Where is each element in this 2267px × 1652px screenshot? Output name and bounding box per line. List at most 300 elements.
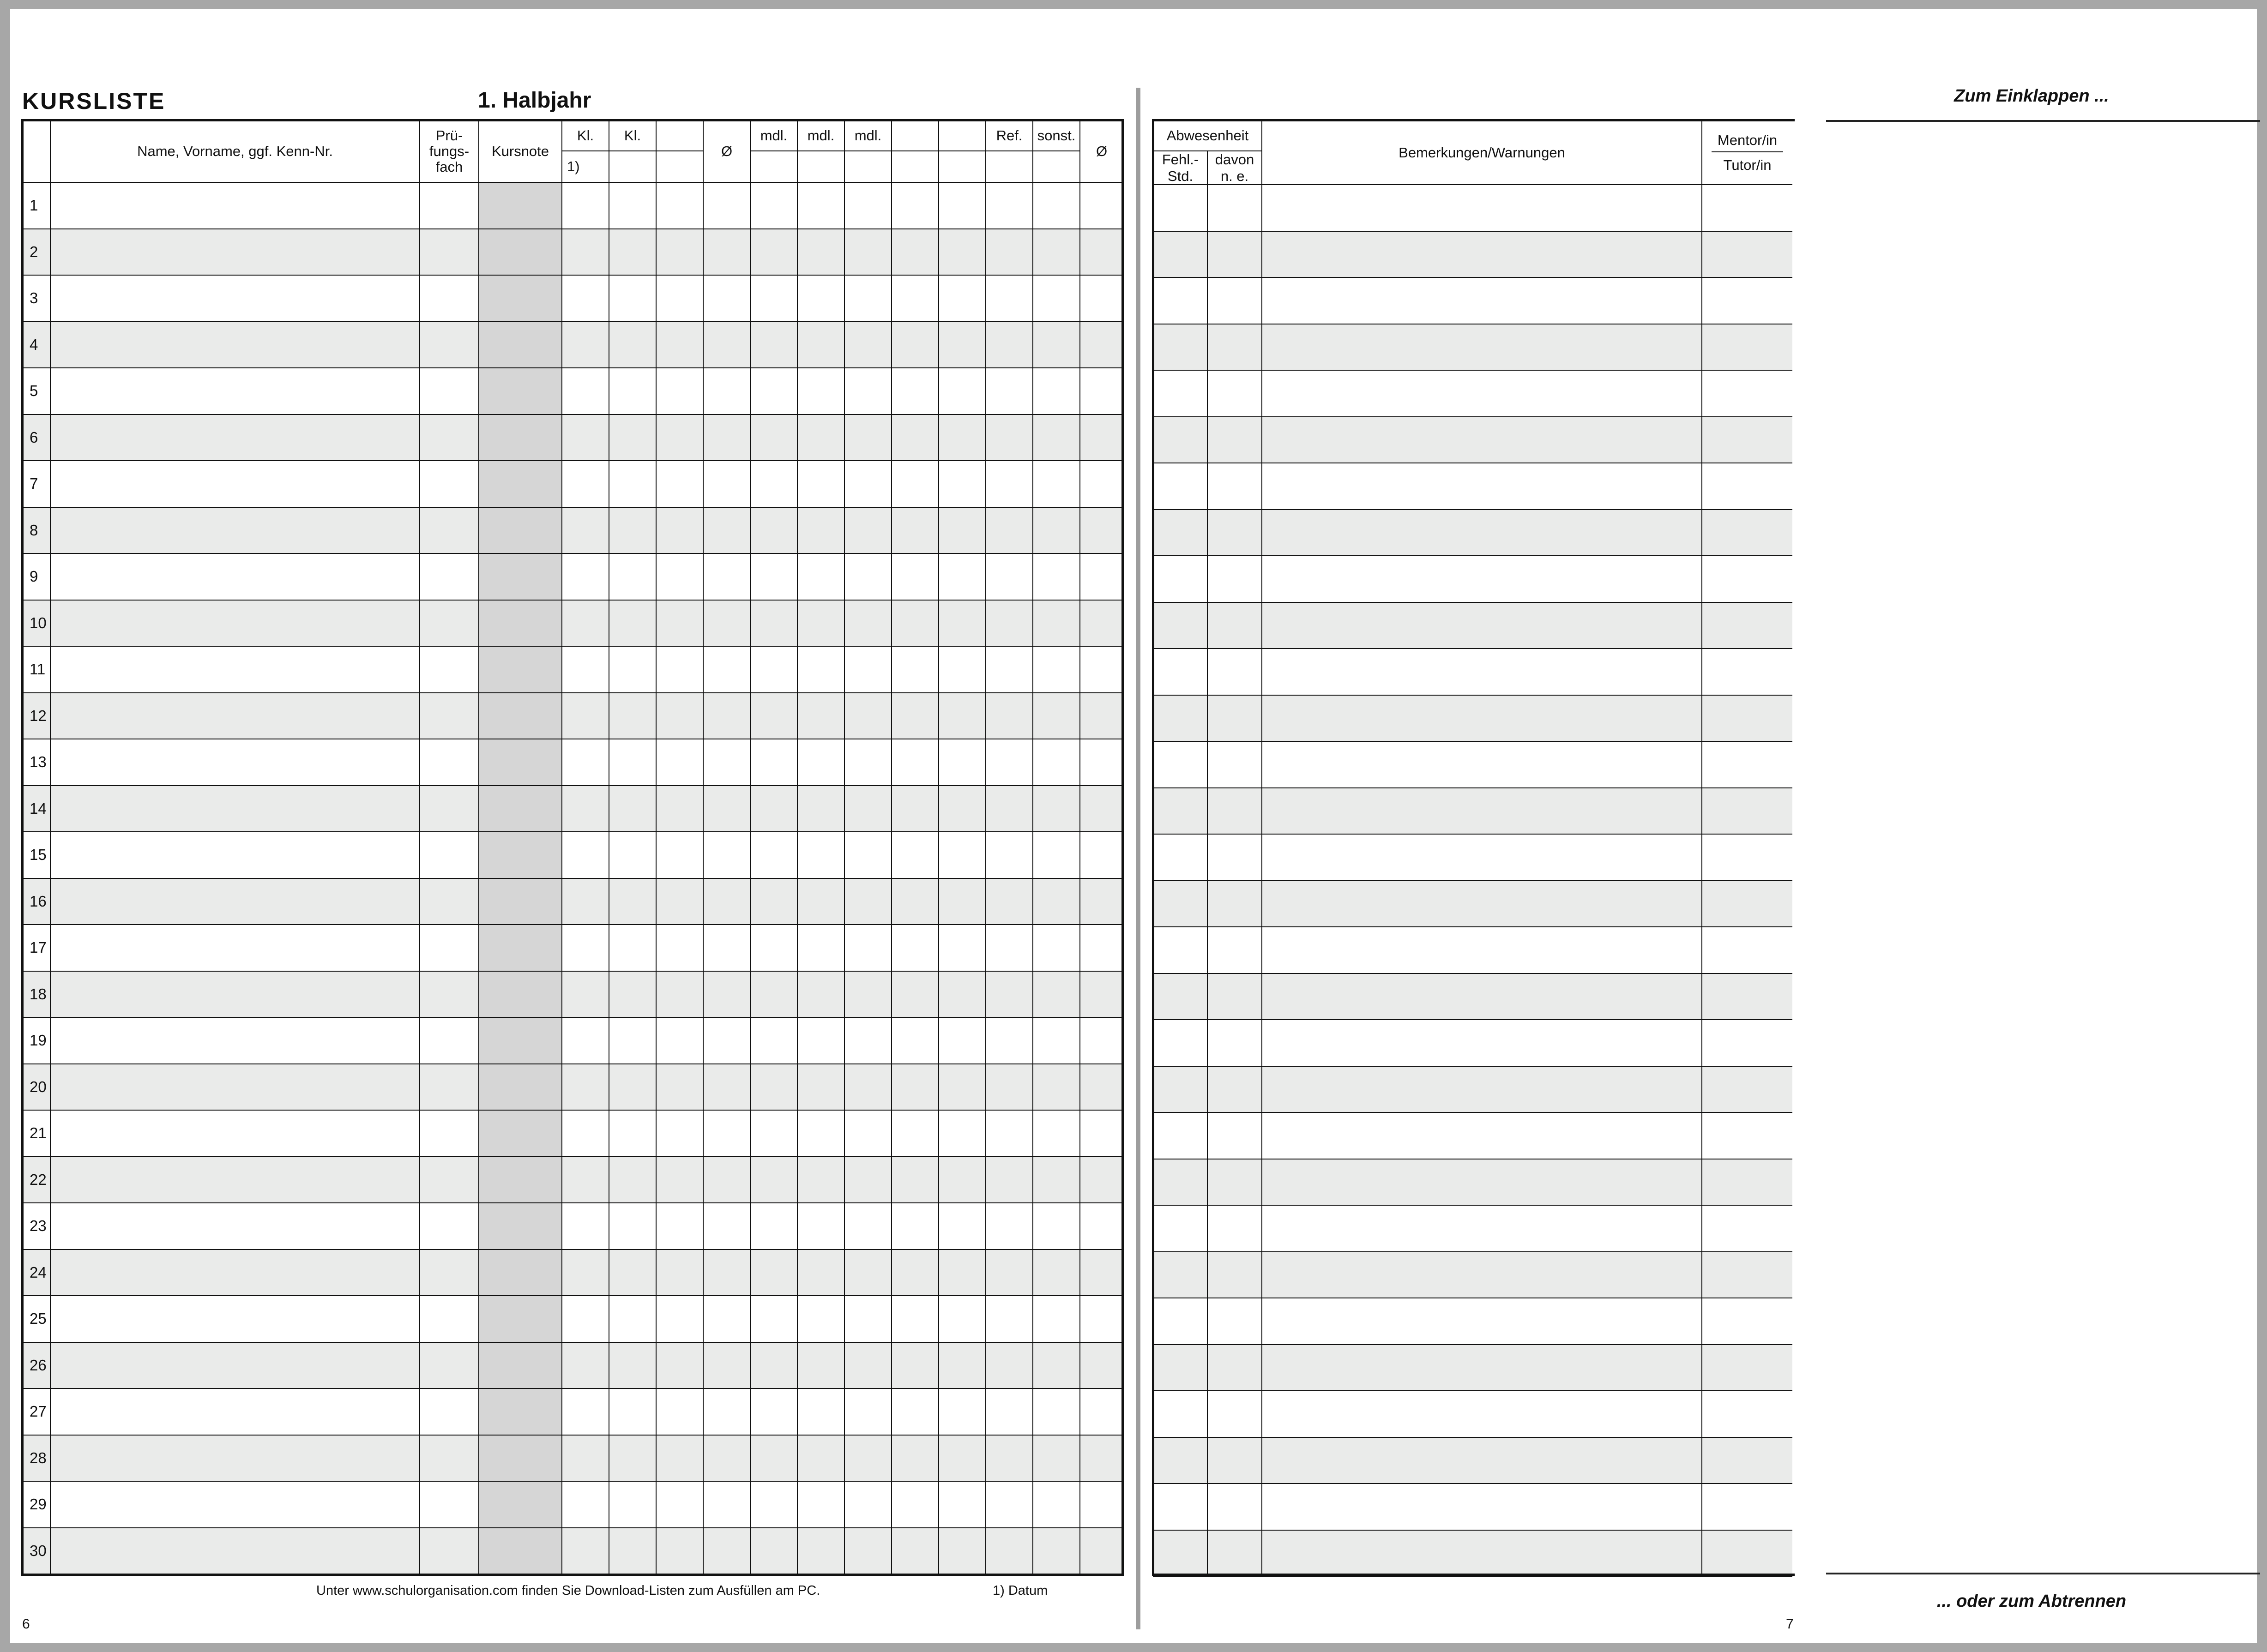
grade-cell[interactable]	[986, 786, 1033, 832]
fehlstunden-cell[interactable]	[1153, 1252, 1207, 1298]
grade-cell[interactable]	[986, 1157, 1033, 1203]
grade-cell[interactable]	[609, 646, 656, 693]
grade-cell[interactable]	[797, 275, 844, 322]
grade-cell[interactable]	[1080, 507, 1123, 554]
bemerkungen-cell[interactable]	[1262, 1345, 1702, 1391]
grade-cell[interactable]	[986, 275, 1033, 322]
grade-cell[interactable]	[703, 461, 750, 507]
grade-cell[interactable]	[892, 1203, 939, 1250]
grade-cell[interactable]	[797, 878, 844, 925]
grade-cell[interactable]	[420, 368, 479, 415]
grade-cell[interactable]	[986, 1110, 1033, 1157]
grade-cell[interactable]	[1080, 1017, 1123, 1064]
grade-cell[interactable]	[609, 1435, 656, 1482]
grade-cell[interactable]	[797, 739, 844, 786]
grade-cell[interactable]	[1080, 693, 1123, 739]
grade-cell[interactable]	[1080, 971, 1123, 1018]
grade-cell[interactable]	[656, 322, 703, 368]
grade-cell[interactable]	[892, 1064, 939, 1111]
kursnote-cell[interactable]	[479, 1157, 562, 1203]
grade-cell[interactable]	[844, 1017, 892, 1064]
grade-cell[interactable]	[892, 1388, 939, 1435]
kursnote-cell[interactable]	[479, 646, 562, 693]
grade-cell[interactable]	[609, 878, 656, 925]
grade-cell[interactable]	[892, 1250, 939, 1296]
grade-cell[interactable]	[750, 925, 797, 971]
grade-cell[interactable]	[844, 507, 892, 554]
name-cell[interactable]	[50, 1110, 420, 1157]
grade-cell[interactable]	[797, 1435, 844, 1482]
grade-cell[interactable]	[892, 1017, 939, 1064]
grade-cell[interactable]	[609, 415, 656, 461]
grade-cell[interactable]	[892, 786, 939, 832]
grade-cell[interactable]	[844, 832, 892, 878]
mentor-cell[interactable]	[1702, 1391, 1792, 1437]
grade-cell[interactable]	[656, 1250, 703, 1296]
fehlstunden-cell[interactable]	[1153, 417, 1207, 463]
grade-cell[interactable]	[562, 229, 609, 276]
grade-cell[interactable]	[986, 925, 1033, 971]
grade-cell[interactable]	[797, 1296, 844, 1342]
mentor-cell[interactable]	[1702, 370, 1792, 417]
grade-cell[interactable]	[797, 229, 844, 276]
davon-ne-cell[interactable]	[1207, 973, 1262, 1020]
grade-cell[interactable]	[703, 182, 750, 229]
grade-cell[interactable]	[797, 368, 844, 415]
grade-cell[interactable]	[986, 415, 1033, 461]
davon-ne-cell[interactable]	[1207, 1020, 1262, 1066]
grade-cell[interactable]	[892, 646, 939, 693]
bemerkungen-cell[interactable]	[1262, 1205, 1702, 1252]
name-cell[interactable]	[50, 182, 420, 229]
grade-cell[interactable]	[656, 1388, 703, 1435]
grade-cell[interactable]	[986, 1296, 1033, 1342]
grade-cell[interactable]	[656, 229, 703, 276]
grade-cell[interactable]	[1033, 1342, 1080, 1389]
davon-ne-cell[interactable]	[1207, 602, 1262, 649]
kursnote-cell[interactable]	[479, 507, 562, 554]
grade-cell[interactable]	[1080, 786, 1123, 832]
bemerkungen-cell[interactable]	[1262, 881, 1702, 927]
grade-cell[interactable]	[892, 925, 939, 971]
grade-cell[interactable]	[420, 415, 479, 461]
grade-cell[interactable]	[656, 600, 703, 647]
grade-cell[interactable]	[562, 1388, 609, 1435]
grade-cell[interactable]	[750, 415, 797, 461]
grade-cell[interactable]	[656, 878, 703, 925]
grade-cell[interactable]	[1033, 1017, 1080, 1064]
grade-cell[interactable]	[420, 1342, 479, 1389]
name-cell[interactable]	[50, 368, 420, 415]
grade-cell[interactable]	[1080, 229, 1123, 276]
fehlstunden-cell[interactable]	[1153, 324, 1207, 371]
grade-cell[interactable]	[703, 553, 750, 600]
grade-cell[interactable]	[562, 553, 609, 600]
grade-cell[interactable]	[844, 322, 892, 368]
grade-cell[interactable]	[703, 1250, 750, 1296]
grade-cell[interactable]	[797, 415, 844, 461]
grade-cell[interactable]	[844, 1481, 892, 1528]
grade-cell[interactable]	[609, 1157, 656, 1203]
grade-cell[interactable]	[703, 1064, 750, 1111]
grade-cell[interactable]	[562, 1110, 609, 1157]
grade-cell[interactable]	[562, 786, 609, 832]
grade-cell[interactable]	[892, 182, 939, 229]
grade-cell[interactable]	[797, 461, 844, 507]
davon-ne-cell[interactable]	[1207, 510, 1262, 556]
grade-cell[interactable]	[986, 1481, 1033, 1528]
grade-cell[interactable]	[703, 1388, 750, 1435]
grade-cell[interactable]	[844, 693, 892, 739]
fehlstunden-cell[interactable]	[1153, 1066, 1207, 1113]
davon-ne-cell[interactable]	[1207, 927, 1262, 973]
grade-cell[interactable]	[420, 507, 479, 554]
grade-cell[interactable]	[420, 971, 479, 1018]
grade-cell[interactable]	[703, 1435, 750, 1482]
name-cell[interactable]	[50, 786, 420, 832]
grade-cell[interactable]	[939, 971, 986, 1018]
name-cell[interactable]	[50, 322, 420, 368]
grade-cell[interactable]	[750, 646, 797, 693]
name-cell[interactable]	[50, 553, 420, 600]
grade-cell[interactable]	[986, 461, 1033, 507]
grade-cell[interactable]	[939, 368, 986, 415]
grade-cell[interactable]	[1033, 832, 1080, 878]
grade-cell[interactable]	[1080, 1435, 1123, 1482]
mentor-cell[interactable]	[1702, 881, 1792, 927]
bemerkungen-cell[interactable]	[1262, 1391, 1702, 1437]
grade-cell[interactable]	[986, 1203, 1033, 1250]
grade-cell[interactable]	[892, 971, 939, 1018]
grade-cell[interactable]	[1080, 1157, 1123, 1203]
kursnote-cell[interactable]	[479, 322, 562, 368]
davon-ne-cell[interactable]	[1207, 231, 1262, 278]
name-cell[interactable]	[50, 229, 420, 276]
grade-cell[interactable]	[939, 878, 986, 925]
grade-cell[interactable]	[703, 878, 750, 925]
fehlstunden-cell[interactable]	[1153, 1112, 1207, 1159]
grade-cell[interactable]	[750, 739, 797, 786]
grade-cell[interactable]	[1033, 229, 1080, 276]
grade-cell[interactable]	[986, 646, 1033, 693]
grade-cell[interactable]	[703, 229, 750, 276]
mentor-cell[interactable]	[1702, 695, 1792, 742]
grade-cell[interactable]	[939, 600, 986, 647]
mentor-cell[interactable]	[1702, 277, 1792, 324]
fehlstunden-cell[interactable]	[1153, 741, 1207, 788]
grade-cell[interactable]	[892, 461, 939, 507]
grade-cell[interactable]	[609, 786, 656, 832]
grade-cell[interactable]	[703, 786, 750, 832]
grade-cell[interactable]	[750, 786, 797, 832]
grade-cell[interactable]	[844, 553, 892, 600]
grade-cell[interactable]	[420, 693, 479, 739]
grade-cell[interactable]	[892, 878, 939, 925]
grade-cell[interactable]	[609, 553, 656, 600]
grade-cell[interactable]	[844, 182, 892, 229]
fehlstunden-cell[interactable]	[1153, 927, 1207, 973]
grade-cell[interactable]	[939, 832, 986, 878]
name-cell[interactable]	[50, 415, 420, 461]
grade-cell[interactable]	[703, 1296, 750, 1342]
grade-cell[interactable]	[1080, 646, 1123, 693]
grade-cell[interactable]	[750, 229, 797, 276]
grade-cell[interactable]	[892, 1528, 939, 1574]
grade-cell[interactable]	[892, 1342, 939, 1389]
grade-cell[interactable]	[420, 832, 479, 878]
bemerkungen-cell[interactable]	[1262, 1159, 1702, 1206]
grade-cell[interactable]	[986, 1388, 1033, 1435]
grade-cell[interactable]	[797, 1481, 844, 1528]
name-cell[interactable]	[50, 878, 420, 925]
grade-cell[interactable]	[844, 878, 892, 925]
grade-cell[interactable]	[797, 693, 844, 739]
grade-cell[interactable]	[562, 415, 609, 461]
name-cell[interactable]	[50, 600, 420, 647]
grade-cell[interactable]	[797, 1528, 844, 1574]
grade-cell[interactable]	[609, 461, 656, 507]
grade-cell[interactable]	[609, 1203, 656, 1250]
grade-cell[interactable]	[939, 1388, 986, 1435]
grade-cell[interactable]	[750, 1157, 797, 1203]
grade-cell[interactable]	[939, 1342, 986, 1389]
grade-cell[interactable]	[1033, 1064, 1080, 1111]
fehlstunden-cell[interactable]	[1153, 649, 1207, 695]
grade-cell[interactable]	[656, 1110, 703, 1157]
kursnote-cell[interactable]	[479, 925, 562, 971]
grade-cell[interactable]	[420, 1017, 479, 1064]
fehlstunden-cell[interactable]	[1153, 510, 1207, 556]
grade-cell[interactable]	[1033, 1250, 1080, 1296]
davon-ne-cell[interactable]	[1207, 1484, 1262, 1530]
mentor-cell[interactable]	[1702, 185, 1792, 231]
grade-cell[interactable]	[609, 322, 656, 368]
grade-cell[interactable]	[420, 322, 479, 368]
grade-cell[interactable]	[1033, 878, 1080, 925]
grade-cell[interactable]	[939, 461, 986, 507]
grade-cell[interactable]	[656, 1342, 703, 1389]
grade-cell[interactable]	[844, 1064, 892, 1111]
grade-cell[interactable]	[562, 322, 609, 368]
grade-cell[interactable]	[562, 971, 609, 1018]
grade-cell[interactable]	[703, 600, 750, 647]
grade-cell[interactable]	[986, 368, 1033, 415]
mentor-cell[interactable]	[1702, 1159, 1792, 1206]
name-cell[interactable]	[50, 1435, 420, 1482]
grade-cell[interactable]	[797, 507, 844, 554]
grade-cell[interactable]	[1080, 1250, 1123, 1296]
grade-cell[interactable]	[562, 739, 609, 786]
bemerkungen-cell[interactable]	[1262, 649, 1702, 695]
grade-cell[interactable]	[656, 1481, 703, 1528]
kursnote-cell[interactable]	[479, 553, 562, 600]
grade-cell[interactable]	[892, 415, 939, 461]
kursnote-cell[interactable]	[479, 1017, 562, 1064]
kursnote-cell[interactable]	[479, 693, 562, 739]
grade-cell[interactable]	[1080, 275, 1123, 322]
grade-cell[interactable]	[562, 182, 609, 229]
grade-cell[interactable]	[703, 971, 750, 1018]
grade-cell[interactable]	[797, 1203, 844, 1250]
grade-cell[interactable]	[1033, 1435, 1080, 1482]
grade-cell[interactable]	[844, 646, 892, 693]
grade-cell[interactable]	[562, 693, 609, 739]
grade-cell[interactable]	[939, 925, 986, 971]
grade-cell[interactable]	[1080, 1110, 1123, 1157]
grade-cell[interactable]	[892, 1157, 939, 1203]
grade-cell[interactable]	[797, 1157, 844, 1203]
grade-cell[interactable]	[609, 693, 656, 739]
grade-cell[interactable]	[609, 182, 656, 229]
fehlstunden-cell[interactable]	[1153, 1159, 1207, 1206]
grade-cell[interactable]	[420, 1203, 479, 1250]
grade-cell[interactable]	[562, 368, 609, 415]
grade-cell[interactable]	[420, 1250, 479, 1296]
name-cell[interactable]	[50, 1203, 420, 1250]
grade-cell[interactable]	[844, 971, 892, 1018]
davon-ne-cell[interactable]	[1207, 1437, 1262, 1484]
grade-cell[interactable]	[609, 832, 656, 878]
kursnote-cell[interactable]	[479, 182, 562, 229]
grade-cell[interactable]	[986, 182, 1033, 229]
name-cell[interactable]	[50, 832, 420, 878]
grade-cell[interactable]	[609, 1342, 656, 1389]
grade-cell[interactable]	[1033, 925, 1080, 971]
fehlstunden-cell[interactable]	[1153, 556, 1207, 602]
mentor-cell[interactable]	[1702, 602, 1792, 649]
grade-cell[interactable]	[420, 1435, 479, 1482]
grade-cell[interactable]	[797, 646, 844, 693]
name-cell[interactable]	[50, 1157, 420, 1203]
grade-cell[interactable]	[1033, 415, 1080, 461]
davon-ne-cell[interactable]	[1207, 1345, 1262, 1391]
bemerkungen-cell[interactable]	[1262, 324, 1702, 371]
grade-cell[interactable]	[609, 1388, 656, 1435]
kursnote-cell[interactable]	[479, 878, 562, 925]
grade-cell[interactable]	[703, 646, 750, 693]
grade-cell[interactable]	[986, 1342, 1033, 1389]
grade-cell[interactable]	[656, 1157, 703, 1203]
fehlstunden-cell[interactable]	[1153, 973, 1207, 1020]
grade-cell[interactable]	[750, 322, 797, 368]
grade-cell[interactable]	[562, 1017, 609, 1064]
kursnote-cell[interactable]	[479, 461, 562, 507]
kursnote-cell[interactable]	[479, 1064, 562, 1111]
grade-cell[interactable]	[703, 1481, 750, 1528]
grade-cell[interactable]	[797, 1110, 844, 1157]
grade-cell[interactable]	[939, 693, 986, 739]
kursnote-cell[interactable]	[479, 971, 562, 1018]
grade-cell[interactable]	[844, 368, 892, 415]
grade-cell[interactable]	[892, 1481, 939, 1528]
grade-cell[interactable]	[656, 1203, 703, 1250]
fehlstunden-cell[interactable]	[1153, 370, 1207, 417]
grade-cell[interactable]	[939, 739, 986, 786]
grade-cell[interactable]	[844, 739, 892, 786]
grade-cell[interactable]	[1080, 1388, 1123, 1435]
grade-cell[interactable]	[797, 553, 844, 600]
kursnote-cell[interactable]	[479, 368, 562, 415]
grade-cell[interactable]	[562, 832, 609, 878]
grade-cell[interactable]	[797, 786, 844, 832]
grade-cell[interactable]	[844, 1388, 892, 1435]
grade-cell[interactable]	[844, 1296, 892, 1342]
grade-cell[interactable]	[656, 646, 703, 693]
fehlstunden-cell[interactable]	[1153, 834, 1207, 881]
grade-cell[interactable]	[750, 1388, 797, 1435]
grade-cell[interactable]	[939, 275, 986, 322]
grade-cell[interactable]	[750, 182, 797, 229]
grade-cell[interactable]	[609, 739, 656, 786]
bemerkungen-cell[interactable]	[1262, 602, 1702, 649]
grade-cell[interactable]	[750, 1064, 797, 1111]
grade-cell[interactable]	[844, 1435, 892, 1482]
mentor-cell[interactable]	[1702, 231, 1792, 278]
kursnote-cell[interactable]	[479, 1296, 562, 1342]
grade-cell[interactable]	[750, 275, 797, 322]
davon-ne-cell[interactable]	[1207, 277, 1262, 324]
grade-cell[interactable]	[420, 182, 479, 229]
grade-cell[interactable]	[986, 878, 1033, 925]
grade-cell[interactable]	[656, 1064, 703, 1111]
grade-cell[interactable]	[1080, 1481, 1123, 1528]
grade-cell[interactable]	[1080, 1296, 1123, 1342]
kursnote-cell[interactable]	[479, 1203, 562, 1250]
grade-cell[interactable]	[609, 1528, 656, 1574]
kursnote-cell[interactable]	[479, 1250, 562, 1296]
kursnote-cell[interactable]	[479, 1481, 562, 1528]
davon-ne-cell[interactable]	[1207, 741, 1262, 788]
davon-ne-cell[interactable]	[1207, 834, 1262, 881]
davon-ne-cell[interactable]	[1207, 881, 1262, 927]
grade-cell[interactable]	[703, 925, 750, 971]
grade-cell[interactable]	[562, 1528, 609, 1574]
grade-cell[interactable]	[1080, 415, 1123, 461]
davon-ne-cell[interactable]	[1207, 417, 1262, 463]
name-cell[interactable]	[50, 1388, 420, 1435]
bemerkungen-cell[interactable]	[1262, 510, 1702, 556]
kursnote-cell[interactable]	[479, 275, 562, 322]
grade-cell[interactable]	[1033, 786, 1080, 832]
fehlstunden-cell[interactable]	[1153, 1437, 1207, 1484]
grade-cell[interactable]	[656, 786, 703, 832]
grade-cell[interactable]	[1033, 507, 1080, 554]
grade-cell[interactable]	[703, 1110, 750, 1157]
bemerkungen-cell[interactable]	[1262, 695, 1702, 742]
grade-cell[interactable]	[420, 275, 479, 322]
grade-cell[interactable]	[562, 1481, 609, 1528]
grade-cell[interactable]	[609, 600, 656, 647]
grade-cell[interactable]	[562, 275, 609, 322]
grade-cell[interactable]	[656, 1435, 703, 1482]
grade-cell[interactable]	[703, 1528, 750, 1574]
grade-cell[interactable]	[986, 971, 1033, 1018]
grade-cell[interactable]	[750, 1017, 797, 1064]
grade-cell[interactable]	[797, 1250, 844, 1296]
grade-cell[interactable]	[656, 1296, 703, 1342]
bemerkungen-cell[interactable]	[1262, 1437, 1702, 1484]
mentor-cell[interactable]	[1702, 788, 1792, 835]
grade-cell[interactable]	[750, 1296, 797, 1342]
grade-cell[interactable]	[986, 507, 1033, 554]
davon-ne-cell[interactable]	[1207, 695, 1262, 742]
grade-cell[interactable]	[656, 971, 703, 1018]
grade-cell[interactable]	[939, 322, 986, 368]
grade-cell[interactable]	[1080, 739, 1123, 786]
grade-cell[interactable]	[986, 1528, 1033, 1574]
grade-cell[interactable]	[750, 461, 797, 507]
fehlstunden-cell[interactable]	[1153, 1391, 1207, 1437]
